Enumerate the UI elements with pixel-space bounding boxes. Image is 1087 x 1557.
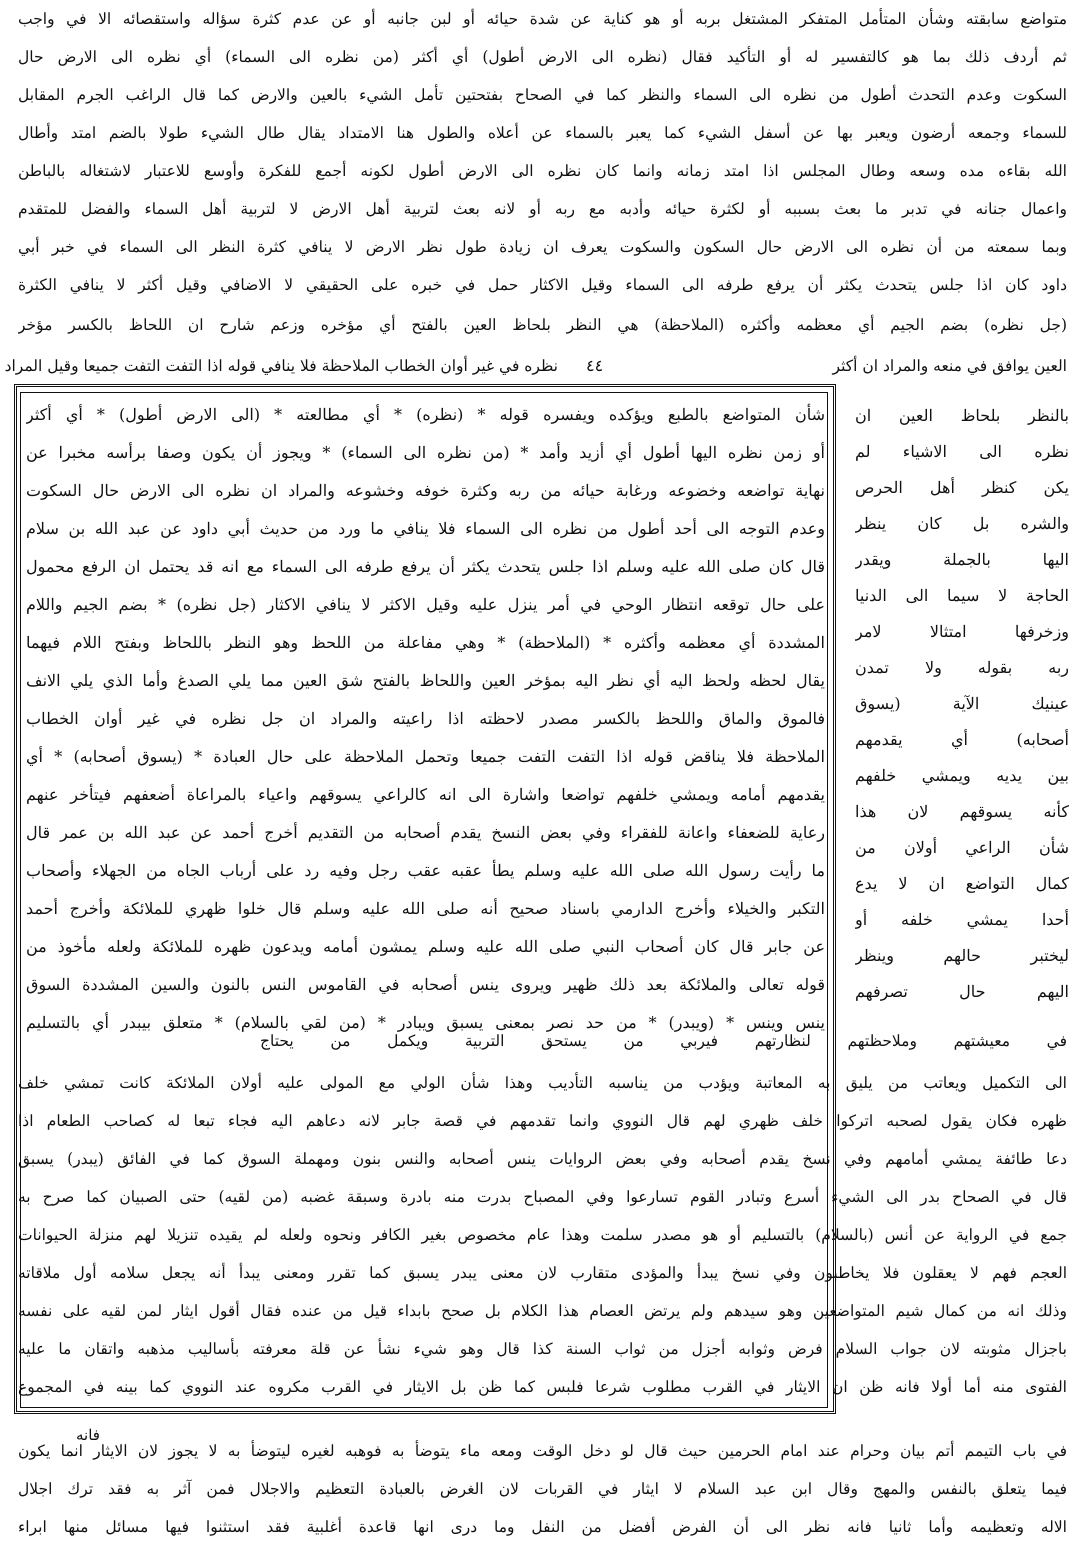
text-line: في معيشتهم وملاحظتهم لنظارتهم فيربي من يستحق التربية ويكمل من يحتاج	[260, 1032, 1067, 1050]
text-line: كأنه يسوقهم لان هذا	[855, 802, 1069, 821]
text-line: شأن المتواضع بالطبع ويؤكده ويفسره قوله * (نظره) * أي مطالعته * (الى الارض أطول) * أي أكثر	[26, 405, 825, 424]
text-line: والشره بل كان ينظر	[855, 514, 1069, 533]
text-line: العين يوافق في منعه والمراد ان أكثر	[832, 357, 1067, 375]
text-line: عن جابر قال كان أصحاب النبي صلى الله عليه وسلم يمشون أمامه ويدعون ظهره للملائكة ولعله مأخوذ من	[26, 937, 825, 956]
text-line: وذلك انه من كمال شيم المتواضعين وهو سيدهم ولم يرتض العصام هذا الكلام بل صحح بابداء قيل من عنده فقال أقول ايثار لمن لقيه على نفسه	[18, 1302, 1067, 1320]
text-line: يكن كنظر أهل الحرص	[855, 478, 1069, 497]
text-line: بالنظر بلحاظ العين ان	[855, 406, 1069, 425]
text-line: شأن الراعي أولان من	[855, 838, 1069, 857]
text-line: الله بقاءه مده وسعه وطال المجلس اذا امتد زمانه وانما كان نظره الى الارض أطول لكونه أجمع للفكرة وأوسع للاعتبار لاشتغاله بالباطن	[18, 162, 1067, 180]
text-line: الى التكميل ويعاتب من يليق به المعاتبة ويؤدب من يناسبه التأديب وهذا شأن الولي مع المولى عليه أولان الملائكة كانت تمشي خلف	[18, 1074, 1067, 1092]
text-line: نظره في غير أوان الخطاب الملاحظة فلا ينافي قوله اذا التفت التفت جميعا وقيل المراد	[4, 357, 558, 375]
text-line: التكبر والخيلاء وأخرج الدارمي باسناد صحيح أنه صلى الله عليه وسلم قال خلوا ظهري للملائكة وأخرج أحمد	[26, 899, 825, 918]
text-line: باجزال مثوبته لان جواب السلام فرض وثوابه أجزل من ثواب السنة كذا قال وهو شيء نشأ عن قلة معرفته بأساليب مذهبه واتقان ما عليه	[18, 1340, 1067, 1358]
text-line: داود كان اذا جلس يتحدث يكثر أن يرفع طرفه الى السماء وقيل الاكثار حمل في خبره على الحقيقي لا الاضافي وقيل أكثر لا ينافي الكثرة	[18, 276, 1067, 294]
page-number: ٤٤	[586, 356, 604, 375]
text-line: المشددة أي معظمه وأكثره * (الملاحظة) * وهي مفاعلة من اللحظ وهو النظر باللحاظ وبفتح اللام فيهما	[26, 633, 825, 652]
text-line: قوله تعالى والملائكة بعد ذلك ظهير ويروى ينس أصحابه في القاموس النس بالنون والسين المشددة السوق	[26, 975, 825, 994]
text-line: قال في الصحاح بدر الى الشيء أسرع وتبادر القوم تسارعوا وفي المصباح بدرت منه بادرة وسبقة غضبه (من لقيه) حتى الصبيان كما صرح به	[18, 1188, 1067, 1206]
text-line: ربه بقوله ولا تمدن	[855, 658, 1069, 677]
text-line: في باب التيمم أتم بيان وحرام عند امام الحرمين حيث قال لو دخل الوقت ومعه ماء يتوضأ به فوهبه لغيره ليتوضأ به لا يجوز لان الايثار انما يكون	[18, 1442, 1067, 1460]
text-line: نظره الى الاشياء لم	[855, 442, 1069, 461]
text-line: يقال لحظه ولحظ اليه أي نظر اليه بمؤخر العين واللحاظ بالفتح شق العين مما يلي الصدغ وأما الذي يلي الانف	[26, 671, 825, 690]
text-line: كمال التواضع ان لا يدع	[855, 874, 1069, 893]
text-line: الحاجة لا سيما الى الدنيا	[855, 586, 1069, 605]
text-line: نهاية تواضعه وخضوعه ورغابة حيائه من ربه وكثرة خوفه وخشوعه والمراد ان نظره الى الارض حال السكوت	[26, 481, 825, 500]
folio-line	[4, 353, 1067, 379]
text-line: أصحابه) أي يقدمهم	[855, 730, 1069, 749]
text-line: اليها بالجملة ويقدر	[855, 550, 1069, 569]
text-line: فيما يتعلق بالنفس والمهج وقال ابن عبد السلام لا ايثار في القربات لان الغرض بالعبادة التعظيم والاجلال فمن آثر به فقد ترك اجلال	[18, 1480, 1067, 1498]
text-line: قال كان صلى الله عليه وسلم اذا جلس يتحدث يكثر أن يرفع طرفه الى السماء مع انه قد يحتمل ان الرفع محمول	[26, 557, 825, 576]
text-line: الملاحظة فلا يناقض قوله اذا التفت التفت جميعا وتحمل الملاحظة على حال العبادة * (يسوق أصحابه) * أي	[26, 747, 825, 766]
text-line: دعا طائفة يمشي أمامهم وفي نسخ يقدم أصحابه وفي بعض الروايات ينس أصحابه والنس بنون ومهملة السوق كما في الفائق (يبدر) يسبق	[18, 1150, 1067, 1168]
text-line: ليختبر حالهم وينظر	[855, 946, 1069, 965]
text-line: عينيك الآية (يسوق	[855, 694, 1069, 713]
text-line: رعاية للضعفاء واعانة للفقراء وفي بعض النسخ يقدم أصحابه من التقديم أخرج أحمد عن عبد الله بن عمر قال	[26, 823, 825, 842]
text-line: وزخرفها امتثالا لامر	[855, 622, 1069, 641]
text-line: وعدم التوجه الى أحد أطول من نظره الى السماء فلا ينافي ما ورد من حديث أبي داود عن عبد الله بن سلام	[26, 519, 825, 538]
text-line: بين يديه ويمشي خلفهم	[855, 766, 1069, 785]
text-line: جمع في الرواية عن أنس (بالسلام) بالتسليم أو هو مصدر سلمت وهذا عام مخصوص بغير الكافر ونحوه ولعله لم يقيده تنزيلا لهم منزلة الحيوانات	[18, 1226, 1067, 1244]
catchword: فانه	[76, 1426, 100, 1444]
text-line: ثم أردف ذلك بما هو كالتفسير له أو التأكيد فقال (نظره الى الارض أطول) أي أكثر (من نظره الى السماء) أي نظره الى الارض حال	[18, 48, 1067, 66]
text-line: للسماء وجمعه أرضون ويعبر بها عن أسفل الشيء كما يعبر بالسماء عن أعلاه والطول هنا الامتداد يقال طال الشيء طولا بالضم امتد وأطال	[18, 124, 1067, 142]
text-line: متواضع سابقته وشأن المتأمل المتفكر المشتغل بربه أو هو كناية عن شدة حيائه أو لبن جانبه أو عن عدم كثرة سؤاله واستقصائه الا في واجب	[18, 10, 1067, 28]
text-line: اليهم حال تصرفهم	[855, 982, 1069, 1001]
text-line: ينس وينس * (ويبدر) * من حد نصر بمعنى يسبق ويبادر * (من لقي بالسلام) * متعلق بيبدر أي بالتسليم	[26, 1013, 825, 1032]
text-line: ظهره فكان يقول لصحبه اتركوا خلف ظهري لهم قال النووي وانما تقدمهم في قصة جابر لانه دعاهم اليه فجاء تبعا له كصاحب الطعام اذا	[18, 1112, 1067, 1130]
text-line: أحدا يمشي خلفه أو	[855, 910, 1069, 929]
text-line: واعمال جنانه في تدبر ما بعث بسببه أو لكثرة حيائه وأدبه مع ربه أو لانه بعث لتربية أهل الارض لا لتربية أهل السماء والفضل للمتقدم	[18, 200, 1067, 218]
text-line: العجم فهم لا يعقلون فلا يخاطبون وفي نسخ يبدأ والمؤدى متقارب لان معنى يبدر يسبق كما تقرر ومعنى يبدأ أنه يجعل سلامه أول ملاقاته	[18, 1264, 1067, 1282]
text-line: فالموق والماق واللحظ بالكسر مصدر لاحظته اذا راعيته والمراد ان جل نظره في غير أوان الخطاب	[26, 709, 825, 728]
text-line: وبما سمعته من أن نظره الى الارض حال السكون والسكوت يعرف ان زيادة طول نظر الارض لا ينافي كثرة النظر الى السماء في خبر أبي	[18, 238, 1067, 256]
text-line: ما رأيت رسول الله صلى الله عليه وسلم يطأ عقبه عقب رجل وفيه رد على أرباب الجاه من الجهلاء وأصحاب	[26, 861, 825, 880]
text-line: الفتوى منه أما أولا فانه ظن ان الايثار في القرب مطلوب شرعا فلبس كما ظن بل الايثار في القرب مكروه عند النووي كما بينه في المجموع	[18, 1378, 1067, 1396]
text-line: على حال توقعه انتظار الوحي في أمر ينزل عليه وقيل الاكثر لا ينافي الاكثار (جل نظره) * بضم الجيم واللام	[26, 595, 825, 614]
text-line: (جل نظره) بضم الجيم أي معظمه وأكثره (الملاحظة) هي النظر بلحاظ العين بالفتح أي مؤخره وزعم شارح ان اللحاظ بالكسر مؤخر	[18, 316, 1067, 334]
text-line: أو زمن نظره اليها أطول أي أزيد وأمد * (من نظره الى السماء) * ويجوز أن يكون وصفا برأسه مخبرا عن	[26, 443, 825, 462]
text-line: السكوت وعدم التحدث أطول من نظره الى السماء والنظر كما في الصحاح بفتحتين تأمل الشيء بالعين والارض كما قال الراغب الجرم المقابل	[18, 86, 1067, 104]
text-line: الاله وتعظيمه وأما ثانيا فانه نظر الى أن الفرض أفضل من النفل وما درى انها قاعدة أغلبية فقد استثنوا فيها مسائل منها ابراء	[18, 1518, 1067, 1536]
text-line: يقدمهم أمامه ويمشي خلفهم تواضعا واشارة الى انه كالراعي يسوقهم واعياء بالمراعاة أضعفهم فيتأخر عنهم	[26, 785, 825, 804]
